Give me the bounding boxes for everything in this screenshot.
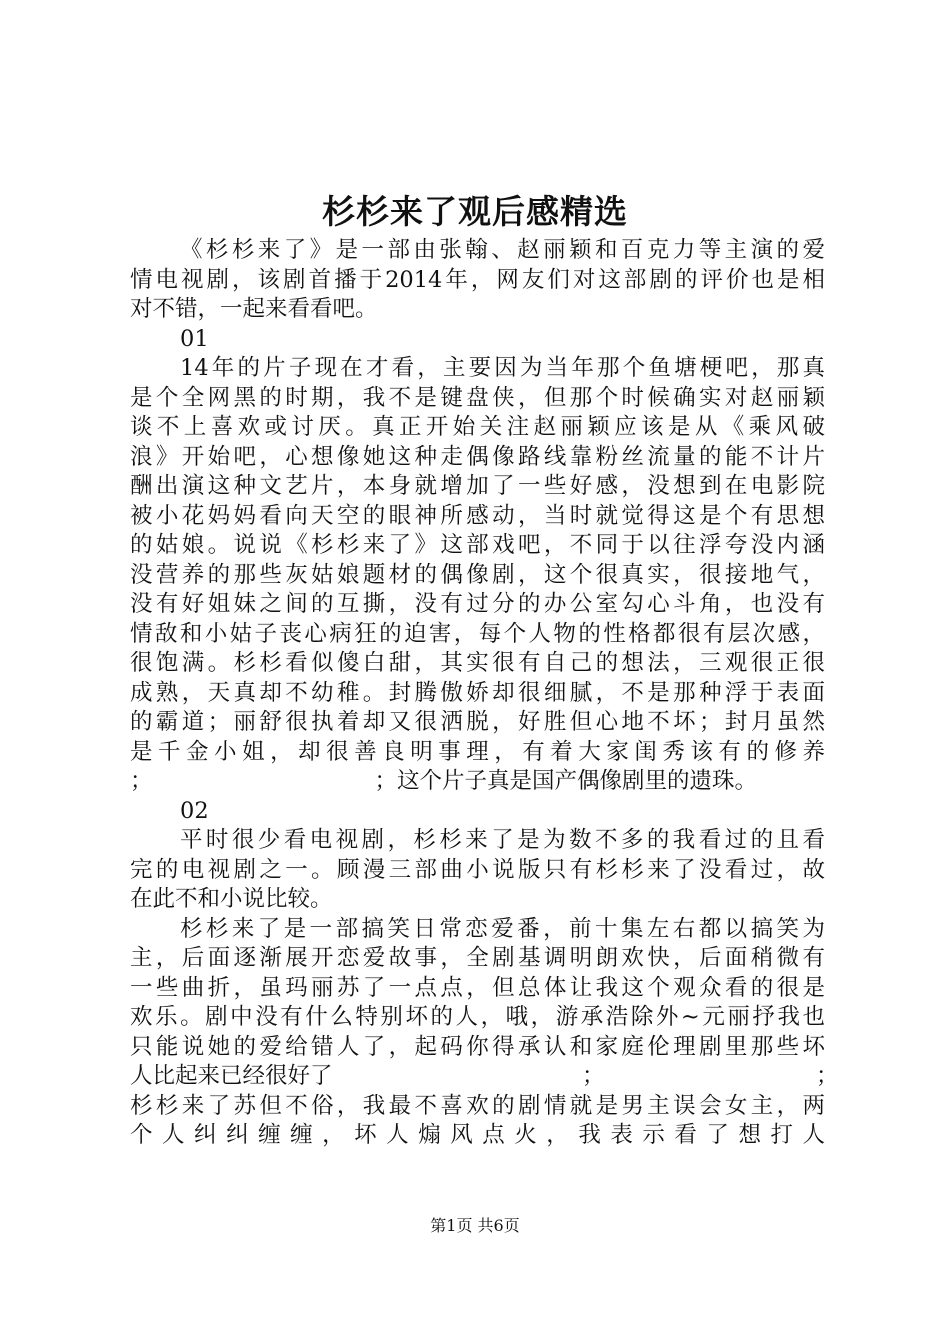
paragraph-line — [130, 767, 825, 797]
paragraph-line: 只能说她的爱给错人了，起码你得承认和家庭伦理剧里那些坏 — [130, 1033, 825, 1060]
punctuation-fragment: ； — [582, 1063, 605, 1089]
section-number: 01 — [180, 325, 209, 352]
paragraph-line: 个人纠纠缠缠，坏人煽风点火，我表示看了想打人 — [130, 1122, 825, 1148]
paragraph-line: 对不错，一起来看看吧。 — [130, 296, 378, 322]
paragraph-line: 欢乐。剧中没有什么特别坏的人，哦，游承浩除外~元丽抒我也 — [130, 1004, 825, 1030]
page-title: 杉杉来了观后感精选 — [322, 192, 628, 231]
paragraph-line: 是个全网黑的时期，我不是键盘侠，但那个时候确实对赵丽颖 — [130, 384, 825, 411]
paragraph-line: 的姑娘。说说《杉杉来了》这部戏吧，不同于以往浮夸没内涵 — [130, 532, 825, 558]
punctuation-fragment: ； — [130, 768, 153, 794]
document-body — [130, 236, 839, 1151]
paragraph-fragment: ；这个片子真是国产偶像剧里的遗珠。 — [374, 768, 758, 794]
punctuation-fragment: ； — [816, 1063, 839, 1089]
paragraph-line: 被小花妈妈看向天空的眼神所感动，当时就觉得这是个有思想 — [130, 502, 825, 529]
paragraph-line: 平时很少看电视剧，杉杉来了是为数不多的我看过的且看 — [180, 827, 825, 853]
page-footer: 第1页 共6页 — [430, 1216, 520, 1235]
paragraph-line: 完的电视剧之一。顾漫三部曲小说版只有杉杉来了没看过，故 — [130, 856, 825, 883]
paragraph-line: 情电视剧，该剧首播于2014年，网友们对这部剧的评价也是相 — [130, 266, 825, 293]
paragraph-line: 很饱满。杉杉看似傻白甜，其实很有自己的想法，三观很正很 — [130, 650, 825, 676]
paragraph-line — [130, 1062, 839, 1092]
paragraph-line: 浪》开始吧，心想像她这种走偶像路线靠粉丝流量的能不计片 — [130, 443, 825, 470]
paragraph-line: 一些曲折，虽玛丽苏了一点点，但总体让我这个观众看的很是 — [130, 974, 825, 1001]
section-number: 02 — [180, 797, 209, 824]
paragraph-line: 情敌和小姑子丧心病狂的迫害，每个人物的性格都很有层次感， — [130, 620, 825, 647]
paragraph-line: 杉杉来了是一部搞笑日常恋爱番，前十集左右都以搞笑为 — [180, 915, 825, 942]
paragraph-line: 没有好姐妹之间的互撕，没有过分的办公室勾心斗角，也没有 — [130, 591, 825, 617]
paragraph-line: 没营养的那些灰姑娘题材的偶像剧，这个很真实，很接地气， — [130, 561, 825, 588]
paragraph-line: 酬出演这种文艺片，本身就增加了一些好感，没想到在电影院 — [130, 473, 825, 499]
paragraph-line: 主，后面逐渐展开恋爱故事，全剧基调明朗欢快，后面稍微有 — [130, 945, 825, 971]
paragraph-line: 谈不上喜欢或讨厌。真正开始关注赵丽颖应该是从《乘风破 — [130, 414, 825, 440]
paragraph-fragment: 人比起来已经很好了 — [130, 1063, 333, 1089]
paragraph-line: 在此不和小说比较。 — [130, 886, 333, 912]
paragraph-line: 的霸道；丽舒很执着却又很洒脱，好胜但心地不坏；封月虽然 — [130, 709, 825, 735]
paragraph-line: 14年的片子现在才看，主要因为当年那个鱼塘梗吧，那真 — [180, 355, 825, 381]
paragraph-line: 成熟，天真却不幼稚。封腾傲娇却很细腻，不是那种浮于表面 — [130, 679, 825, 706]
paragraph-line: 是千金小姐，却很善良明事理，有着大家闺秀该有的修养 — [130, 738, 825, 765]
paragraph-line: 《杉杉来了》是一部由张翰、赵丽颖和百克力等主演的爱 — [180, 237, 825, 263]
paragraph-line: 杉杉来了苏但不俗，我最不喜欢的剧情就是男主误会女主，两 — [130, 1092, 825, 1119]
